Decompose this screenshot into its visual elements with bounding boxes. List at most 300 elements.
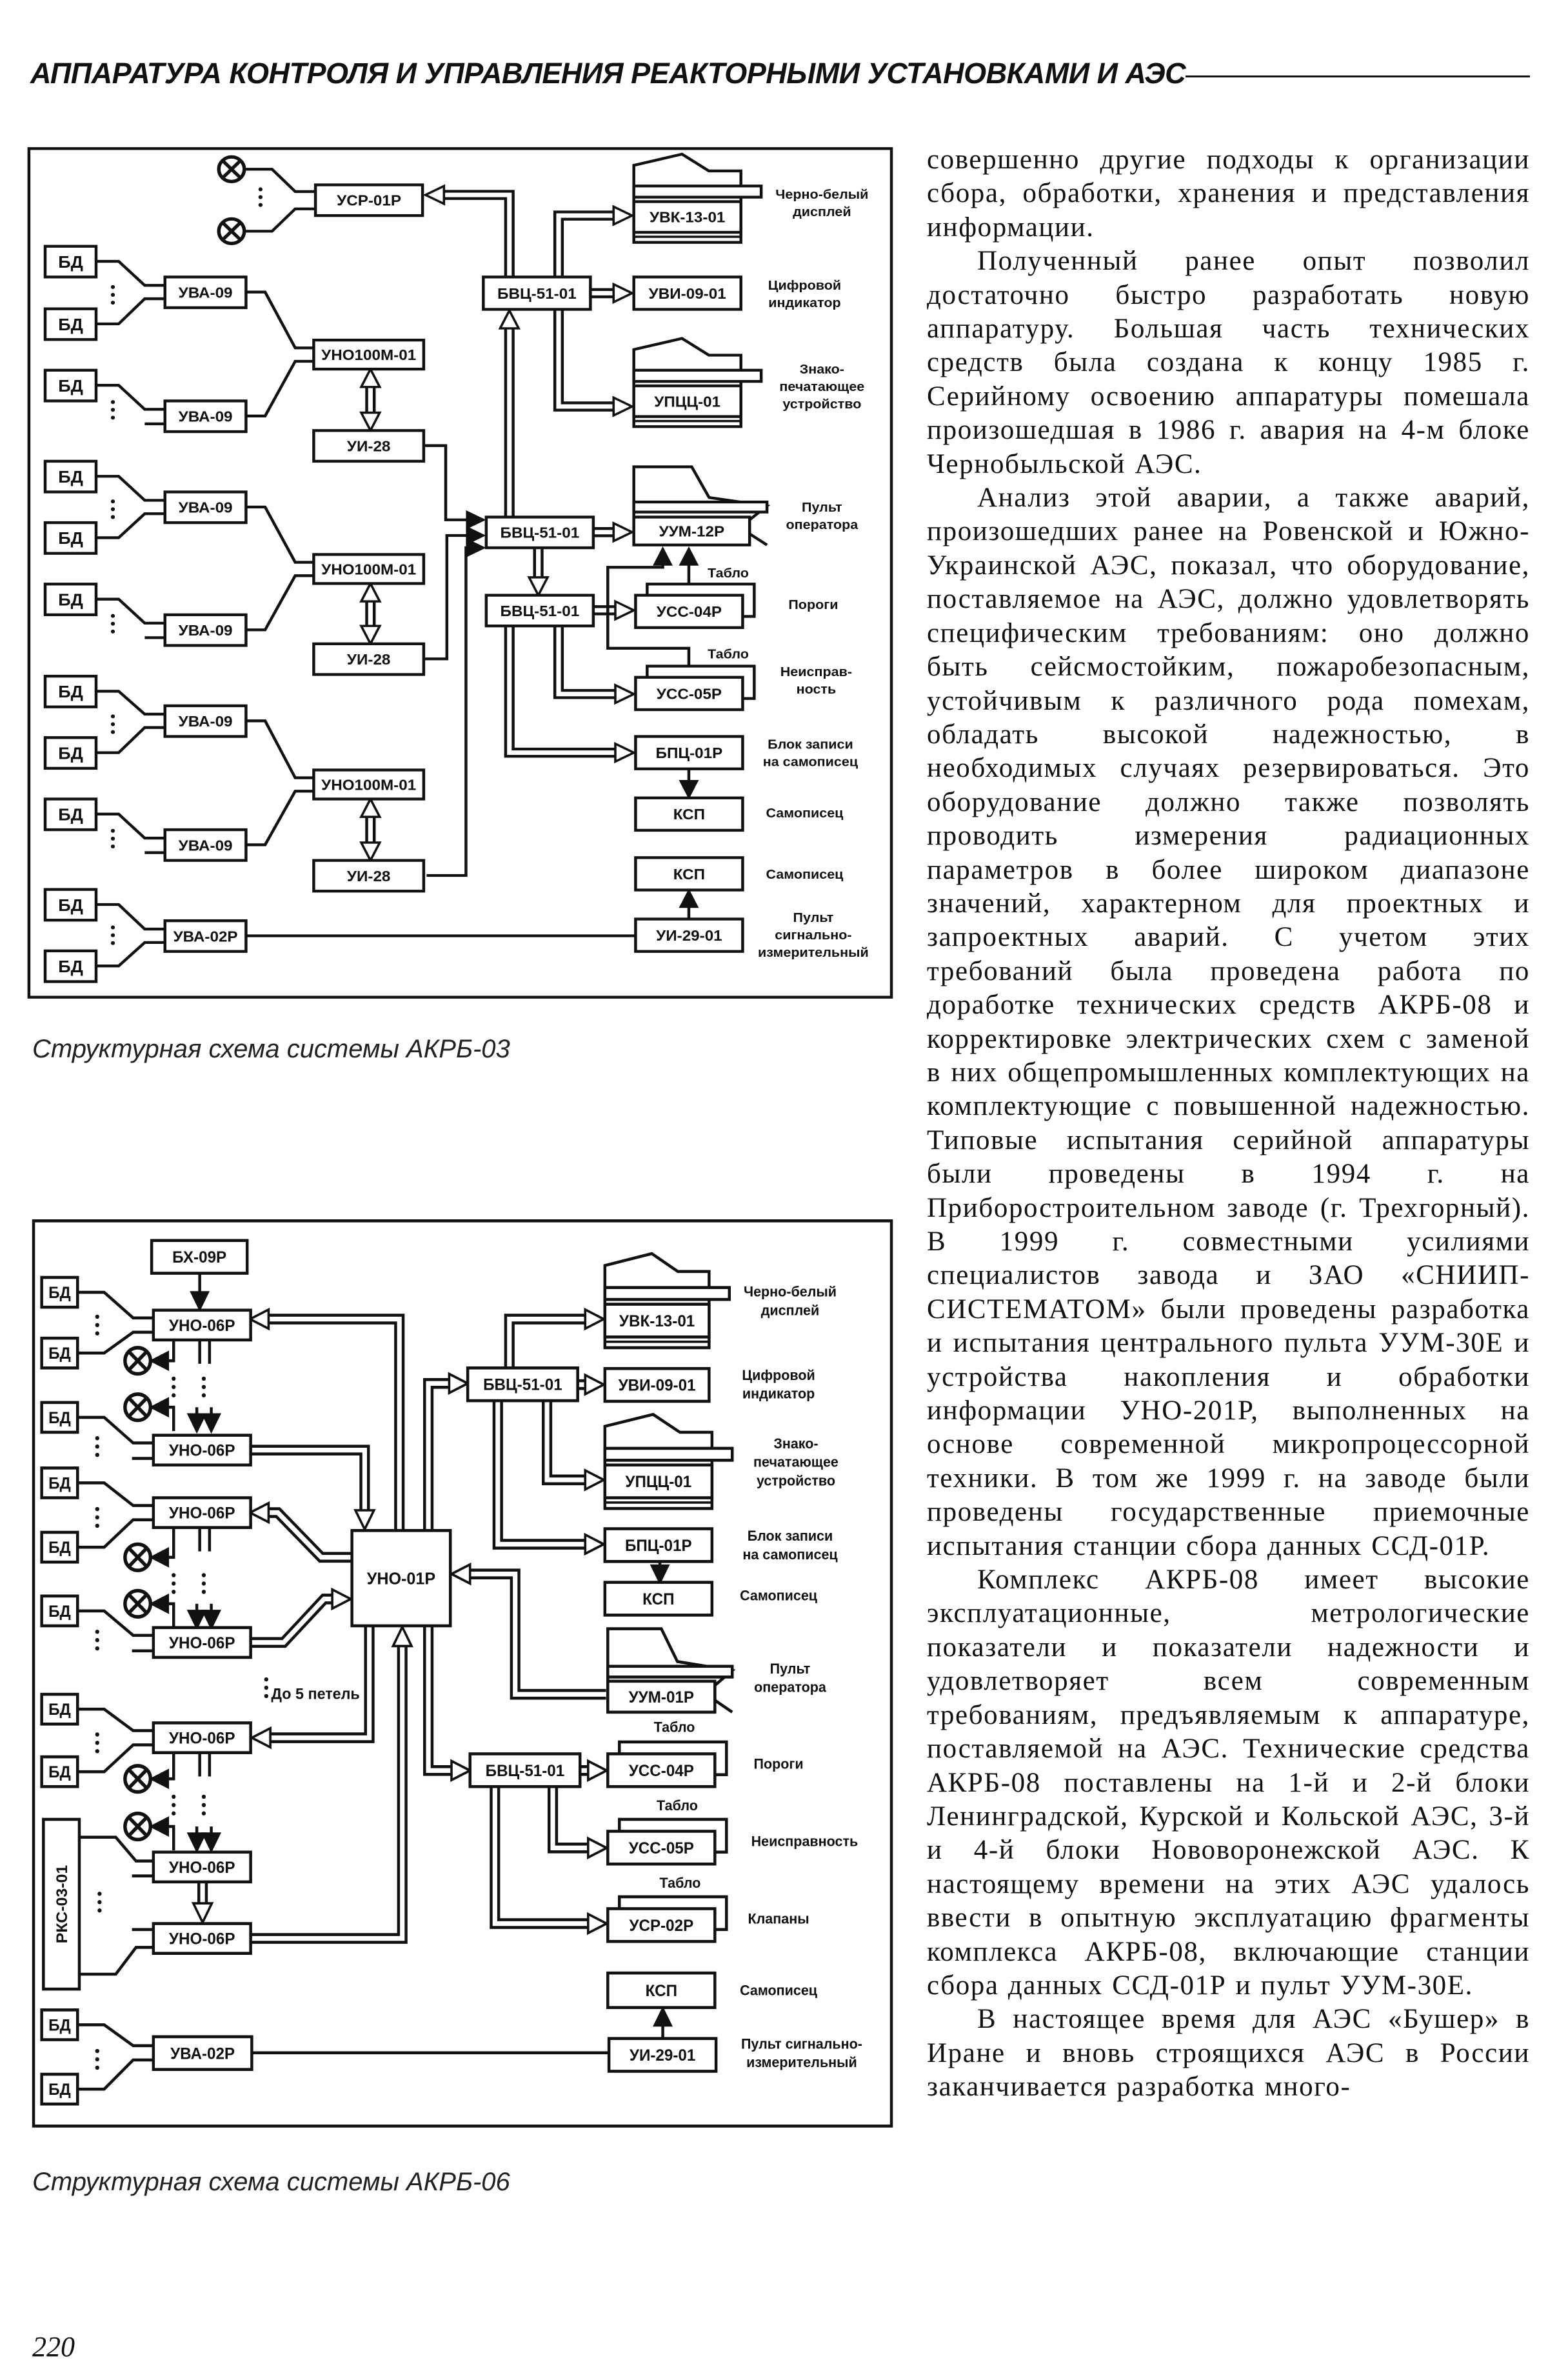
block-label: УВА-02Р: [173, 928, 238, 946]
ellipsis-dot: [202, 1803, 206, 1807]
annotation: До 5 петель: [271, 1686, 360, 1703]
caption-line: Пороги: [753, 1755, 804, 1772]
data-bus-inner: [510, 1319, 588, 1368]
arrow-head: [655, 549, 671, 565]
block-label: КСП: [673, 866, 706, 883]
block-label: УВК-13-01: [650, 209, 726, 226]
data-bus: [442, 195, 510, 277]
ellipsis-dot: [95, 2057, 99, 2061]
block-label: УУМ-12Р: [659, 523, 725, 541]
block-label: БД: [48, 1345, 71, 1363]
caption-line: Черно-белый: [743, 1283, 837, 1300]
arrow-head: [680, 549, 697, 565]
signal-line: [96, 814, 165, 838]
annotation: Табло: [708, 646, 749, 662]
caption-line: измерительный: [746, 2054, 857, 2071]
ellipsis-dot: [95, 2066, 99, 2070]
caption-line: Клапаны: [748, 1910, 809, 1927]
signal-line: [246, 791, 313, 845]
ellipsis-dot: [172, 1590, 175, 1594]
arrow-head: [361, 369, 380, 387]
block-label: БВЦ-51-01: [500, 603, 580, 620]
ellipsis-dot: [202, 1377, 206, 1381]
ellipsis-dot: [95, 1638, 99, 1642]
ellipsis-dot: [111, 925, 115, 929]
block-label: УСС-05Р: [628, 1839, 694, 1857]
ellipsis-dot: [111, 285, 115, 289]
ellipsis-dot: [95, 1646, 99, 1650]
arrow-head: [355, 1510, 374, 1530]
signal-line: [96, 476, 165, 500]
block-label: УНО100М-01: [321, 776, 417, 794]
block-caption: [780, 665, 852, 697]
arrow-head: [588, 1839, 607, 1858]
block-caption: [779, 362, 864, 412]
ellipsis-dot: [97, 1900, 101, 1904]
ellipsis-dot: [95, 1445, 99, 1448]
ellipsis-dot: [202, 1385, 206, 1389]
arrow-head: [585, 1375, 604, 1394]
arrow-head: [467, 540, 483, 555]
ellipsis-dot: [111, 499, 115, 503]
ellipsis-dot: [259, 203, 263, 207]
ellipsis-dot: [95, 1749, 99, 1753]
ellipsis-dot: [95, 1524, 99, 1528]
diagram-akrb-06: [0, 1200, 903, 2129]
block-label: УСС-04Р: [656, 603, 722, 621]
paragraph: Комплекс АКРБ-08 имеет высокие эксплуатационные, метрологические показатели и показатели надежности и удовлетворяет всем современным требованиям, предъявляемым к аппаратуре, поставляемой на АЭС. Технические средства АКРБ-08 поставлены на 1-й и 2-й блоки Ленинградской, Курской и Кольской АЭС, 3-й и 4-й блоки Нововоронежской АЭС. К настоящему времени на этих АЭС удалось ввести в опытную эксплуатацию фрагменты комплекса АКРБ-08, включающие станции сбора данных ССД-01Р и пульт УУМ-30Е.: [927, 1565, 1530, 2001]
signal-line: [244, 209, 315, 232]
caption-line: устройство: [782, 397, 862, 412]
block-label: УВА-09: [178, 408, 233, 426]
caption-line: индикатор: [742, 1385, 815, 1402]
block-label: УВИ-09-01: [648, 285, 726, 303]
ellipsis-dot: [202, 1581, 206, 1585]
paragraph: Анализ этой аварии, а также аварий, произошедших ранее на Ровенской и Южно-Украинской АЭС, показал, что оборудование, поставляемое на АЭС, должно удовлетворять специфическим требованиям: оно должно быть сейсмостойким, пожаробезопасным, устойчивым к различного рода помехам, обладать высокой надежностью, в необходимых случаях резервироваться. Это оборудование должно также позволять проводить измерения радиационных параметров в более широком диапазоне значений, характерном для проектных и запроектных аварий. С учетом этих требований была проведена работа по доработке технических средств АКРБ-08 и корректировке электрических схем с заменой в них общепромышленных комплектующих на комплектующие с повышенной надежностью. Типовые испытания серийной аппаратуры были проведены в 1994 г. на Приборостроительном заводе (г. Трехгорный). В 1999 г. совместными усилиями специалистов завода и ЗАО «СНИИП-СИСТЕМАТОМ» были проведены разработка и испытания центрального пульта УУМ-30Е и устройства накопления и обработки информации УНО-201Р, выполненных на основе современной микропроцессорной техники. В том же 1999 г. на заводе были проведены государственные приемочные испытания станции сбора данных ССД-01Р.: [927, 483, 1530, 1561]
block-label: УИ-28: [346, 651, 391, 668]
arrow-head: [192, 1292, 208, 1309]
signal-line: [244, 169, 315, 192]
signal-line: [96, 728, 165, 753]
block-caption: [768, 279, 841, 311]
ellipsis-dot: [111, 714, 115, 718]
ellipsis-dot: [172, 1394, 175, 1397]
block-caption: [788, 598, 838, 613]
block-label: УНО-06Р: [168, 1505, 235, 1523]
block-label: БД: [48, 1409, 71, 1427]
arrow-head: [467, 512, 483, 528]
caption-line: оператора: [754, 1679, 826, 1695]
diagram-frame: [29, 148, 891, 997]
arrow-head: [189, 1414, 205, 1431]
block-label: КСП: [642, 1590, 675, 1609]
caption-line: Пульт: [769, 1660, 811, 1677]
block-label: БВЦ-51-01: [500, 525, 580, 542]
caption-line: на самописец: [762, 754, 858, 770]
arrow-head: [152, 1770, 168, 1787]
caption-line: ность: [796, 682, 837, 697]
block-label: БВЦ-51-01: [485, 1762, 565, 1780]
data-bus-inner: [547, 1401, 588, 1480]
ellipsis-dot: [202, 1573, 206, 1577]
signal-line: [96, 514, 165, 537]
caption-line: Знако-: [799, 362, 844, 377]
signal-line: [79, 1947, 154, 1974]
signal-line: [96, 599, 165, 623]
block-label: УИ-29-01: [656, 927, 722, 945]
block-label: БД: [58, 957, 83, 976]
block-label: УВА-09: [178, 837, 233, 855]
running-header: АППАРАТУРА КОНТРОЛЯ И УПРАВЛЕНИЯ РЕАКТОРНЫМИ УСТАНОВКАМИ И АЭС: [30, 57, 1186, 90]
block-label: БД: [48, 2017, 71, 2035]
caption-line: Знако-: [773, 1435, 819, 1452]
device-tray: [634, 370, 761, 381]
ellipsis-dot: [111, 941, 115, 945]
block-label: КСП: [673, 806, 706, 824]
arrow-head: [613, 285, 632, 303]
block-label: УИ-28: [346, 437, 391, 455]
block-label: БД: [58, 805, 83, 825]
arrow-head: [588, 1914, 607, 1934]
caption-line: дисплей: [793, 205, 851, 220]
arrow-head: [203, 1414, 219, 1431]
arrow-head: [615, 685, 634, 703]
arrow-head: [250, 1503, 269, 1523]
ellipsis-dot: [202, 1590, 206, 1594]
data-bus: [428, 1383, 452, 1530]
ellipsis-dot: [111, 934, 115, 937]
ellipsis-dot: [95, 1630, 99, 1634]
diagram-akrb-03: [0, 129, 903, 1000]
caption-line: печатающее: [753, 1454, 838, 1470]
ellipsis-dot: [111, 622, 115, 626]
data-bus: [559, 310, 616, 407]
data-bus: [428, 1627, 453, 1770]
data-bus-inner: [495, 1786, 590, 1923]
ellipsis-dot: [95, 1436, 99, 1440]
ellipsis-dot: [172, 1581, 175, 1585]
arrow-head: [529, 577, 548, 595]
block-label: УНО-01Р: [366, 1570, 436, 1588]
signal-line: [246, 361, 313, 416]
block-caption: [786, 500, 858, 532]
block-label: БВЦ-51-01: [483, 1376, 562, 1394]
ellipsis-dot: [111, 845, 115, 848]
ellipsis-dot: [97, 1908, 101, 1912]
page-number: 220: [32, 2331, 75, 2363]
ellipsis-dot: [111, 630, 115, 634]
data-bus: [559, 215, 616, 277]
caption-line: Блок записи: [747, 1527, 833, 1545]
signal-line: [424, 535, 483, 659]
ellipsis-dot: [111, 722, 115, 726]
arrow-head: [652, 1566, 668, 1583]
signal-line: [426, 548, 483, 875]
arrow-head: [655, 2009, 671, 2026]
caption-line: Пульт сигнально-: [740, 2035, 862, 2052]
arrow-head: [361, 583, 380, 601]
arrow-head: [585, 1535, 604, 1554]
paragraph: В настоящее время для АЭС «Бушер» в Иране и вновь строящихся АЭС в России заканчивается разработка много-: [927, 2004, 1530, 2103]
block-label: БД: [48, 1475, 71, 1493]
block-label: УСР-01Р: [337, 192, 402, 210]
block-label: БПЦ-01Р: [655, 745, 723, 762]
device-tray: [634, 186, 761, 197]
block-label: УВА-09: [178, 499, 233, 517]
signal-line: [77, 1292, 154, 1318]
annotation: Табло: [653, 1719, 695, 1735]
signal-line: [246, 575, 313, 630]
ellipsis-dot: [95, 1507, 99, 1511]
block-label: БХ-09Р: [172, 1248, 227, 1267]
ellipsis-dot: [202, 1812, 206, 1815]
signal-line: [96, 905, 165, 929]
ellipsis-dot: [172, 1573, 175, 1577]
block-caption: [766, 868, 843, 883]
block-caption: [754, 1661, 827, 1695]
block-label: УНО100М-01: [321, 346, 417, 364]
signal-line: [96, 691, 165, 714]
caption-line: Пороги: [788, 597, 838, 613]
arrow-head: [680, 781, 697, 797]
block-label: УВК-13-01: [619, 1312, 695, 1330]
ellipsis-dot: [202, 1394, 206, 1397]
caption-line: Черно-белый: [775, 187, 869, 203]
block-label: УНО-06Р: [168, 1317, 235, 1335]
arrow-head: [615, 744, 634, 762]
arrow-head: [189, 1611, 205, 1628]
arrow-head: [588, 1761, 607, 1781]
block-label: БД: [58, 315, 83, 334]
ellipsis-dot: [172, 1795, 175, 1799]
arrow-head: [613, 397, 632, 415]
ellipsis-dot: [111, 415, 115, 419]
ellipsis-dot: [95, 1315, 99, 1319]
ellipsis-dot: [111, 293, 115, 297]
arrow-head: [332, 1590, 351, 1609]
block-label: БД: [48, 1763, 71, 1782]
signal-line: [77, 2025, 154, 2045]
block-label: УВА-02Р: [170, 2045, 235, 2063]
arrow-head: [361, 799, 380, 817]
signal-line: [96, 261, 165, 285]
arrow-head: [452, 1565, 470, 1584]
block-label: УНО100М-01: [321, 561, 417, 579]
caption-line: Самописец: [766, 867, 844, 883]
block-caption: [751, 1833, 858, 1849]
block-label: УНО-06Р: [168, 1859, 235, 1877]
block-label: УИ-29-01: [629, 2046, 696, 2065]
arrow-head: [585, 1470, 604, 1490]
data-bus-inner: [559, 215, 616, 277]
block-label: БД: [58, 895, 83, 915]
ellipsis-dot: [95, 1323, 99, 1327]
caption-line: Неисправность: [751, 1833, 858, 1850]
arrow-head: [500, 310, 519, 328]
annotation: Табло: [708, 566, 749, 581]
arrow-head: [393, 1627, 412, 1646]
ellipsis-dot: [111, 829, 115, 833]
arrow-head: [680, 891, 697, 906]
signal-line: [96, 385, 165, 409]
block-label: БД: [58, 252, 83, 272]
block-caption: [753, 1435, 838, 1489]
block-label: БД: [58, 682, 83, 702]
arrow-head: [152, 1595, 168, 1612]
caption-line: устройство: [756, 1472, 836, 1489]
arrow-head: [250, 1310, 269, 1329]
block-label: БД: [48, 1539, 71, 1557]
block-caption: [742, 1528, 838, 1563]
arrow-head: [203, 1611, 219, 1628]
block-label: КСП: [645, 1982, 677, 2000]
ellipsis-dot: [172, 1803, 175, 1807]
block-label: УНО-06Р: [168, 1442, 235, 1460]
block-label: БД: [48, 2081, 71, 2099]
block-label: БД: [58, 590, 83, 610]
block-label: БД: [58, 743, 83, 763]
ellipsis-dot: [172, 1812, 175, 1815]
block-label: УПЦЦ-01: [654, 393, 721, 411]
caption-line: Блок записи: [768, 737, 853, 752]
ellipsis-dot: [111, 400, 115, 404]
block-caption: [740, 1982, 818, 1998]
block-label: УВИ-09-01: [618, 1377, 696, 1395]
block-caption: [741, 2035, 862, 2070]
block-label: УВА-09: [178, 622, 233, 639]
data-bus: [266, 1513, 352, 1557]
arrow-head: [189, 1834, 205, 1850]
arrow-head: [361, 626, 380, 644]
arrow-head: [361, 843, 380, 861]
block-label: БД: [48, 1603, 71, 1621]
data-bus: [553, 1786, 590, 1848]
arrow-head: [613, 523, 632, 541]
data-bus: [468, 1574, 606, 1694]
ellipsis-dot: [111, 614, 115, 618]
console-shelf: [634, 502, 767, 512]
block-label: БД: [58, 467, 83, 486]
caption-line: оператора: [786, 517, 858, 532]
signal-line: [96, 299, 165, 324]
caption-line: Самописец: [740, 1587, 818, 1604]
block-label: УИ-28: [346, 868, 391, 885]
ellipsis-dot: [264, 1677, 268, 1681]
block-label: УСР-02Р: [629, 1917, 694, 1935]
ellipsis-dot: [264, 1686, 268, 1690]
data-bus-inner: [266, 1319, 399, 1531]
block-label: БВЦ-51-01: [497, 285, 577, 303]
block-caption: [740, 1587, 818, 1603]
block-label: УНО-06Р: [168, 1930, 235, 1948]
ellipsis-dot: [111, 301, 115, 305]
arrow-head: [361, 413, 380, 431]
block-caption: [766, 806, 843, 821]
device-tray: [605, 1448, 732, 1460]
annotation: Табло: [657, 1797, 698, 1814]
arrow-head: [152, 1549, 168, 1566]
block-label: БД: [58, 376, 83, 395]
caption-line: Цифровой: [768, 278, 842, 294]
signal-line: [96, 943, 165, 966]
block-caption: [763, 737, 858, 770]
block-label: УНО-06Р: [168, 1730, 235, 1748]
caption-line: Самописец: [766, 806, 844, 821]
ellipsis-dot: [111, 730, 115, 734]
data-bus-inner: [442, 195, 510, 277]
article-text: [927, 143, 1530, 2105]
block-label: БД: [58, 528, 83, 548]
data-bus: [510, 1319, 588, 1368]
block-label: УВА-09: [178, 284, 233, 302]
data-bus: [547, 1401, 588, 1480]
block-label: УПЦЦ-01: [625, 1473, 692, 1492]
data-bus: [266, 1319, 399, 1531]
data-bus-inner: [553, 1786, 590, 1848]
block-label: БД: [48, 1701, 71, 1719]
ellipsis-dot: [111, 837, 115, 841]
data-bus: [495, 1786, 590, 1923]
arrow-head: [152, 1352, 168, 1369]
caption-line: Пульт: [793, 910, 834, 925]
block-label: УСС-05Р: [656, 685, 722, 703]
paragraph: Полученный ранее опыт позволил достаточно быстро разработать новую аппаратуру. Большая часть технических средств была создана к концу 1985 г. Серийному освоению аппаратуры помешала произошедшая в 1986 г. авария на 4-м блоке Чернобыльской АЭС.: [927, 246, 1530, 479]
ellipsis-dot: [111, 515, 115, 519]
annotation: Табло: [659, 1874, 701, 1892]
block-label: УСС-04Р: [628, 1762, 694, 1780]
arrow-head: [252, 1728, 270, 1748]
caption-line: Неисправ-: [780, 665, 853, 679]
signal-line: [246, 507, 313, 563]
block-label: БД: [48, 1284, 71, 1303]
block-label: УВА-09: [178, 713, 233, 731]
caption-line: Цифровой: [742, 1366, 815, 1383]
ellipsis-dot: [264, 1694, 268, 1698]
ellipsis-dot: [259, 195, 263, 199]
arrow-head: [613, 206, 632, 225]
arrow-head: [203, 1834, 219, 1850]
signal-line: [77, 1520, 154, 1547]
block-label: РКС-03-01: [54, 1865, 71, 1944]
data-bus: [252, 1599, 334, 1642]
arrow-head: [585, 1310, 604, 1329]
signal-line: [77, 2060, 154, 2089]
ellipsis-dot: [172, 1385, 175, 1389]
block-caption: [744, 1283, 837, 1318]
signal-line: [79, 1837, 154, 1861]
ellipsis-dot: [111, 408, 115, 412]
ellipsis-dot: [97, 1892, 101, 1895]
block-label: УУМ-01Р: [628, 1688, 695, 1706]
arrow-head: [194, 1903, 212, 1923]
ellipsis-dot: [111, 507, 115, 511]
arrow-head: [449, 1374, 468, 1394]
caption-line: Самописец: [740, 1982, 818, 1999]
ellipsis-dot: [172, 1377, 175, 1381]
ellipsis-dot: [202, 1795, 206, 1799]
ellipsis-dot: [95, 1332, 99, 1335]
caption-line: на самописец: [742, 1546, 838, 1563]
caption-line: дисплей: [760, 1302, 820, 1319]
signal-line: [246, 721, 313, 777]
diagram-caption: Структурная схема системы АКРБ-03: [32, 1035, 510, 1063]
block-caption: [742, 1366, 815, 1401]
signal-line: [424, 446, 483, 520]
ellipsis-dot: [95, 1453, 99, 1457]
ellipsis-dot: [95, 1515, 99, 1519]
signal-line: [246, 292, 313, 348]
arrow-head: [152, 1399, 168, 1415]
